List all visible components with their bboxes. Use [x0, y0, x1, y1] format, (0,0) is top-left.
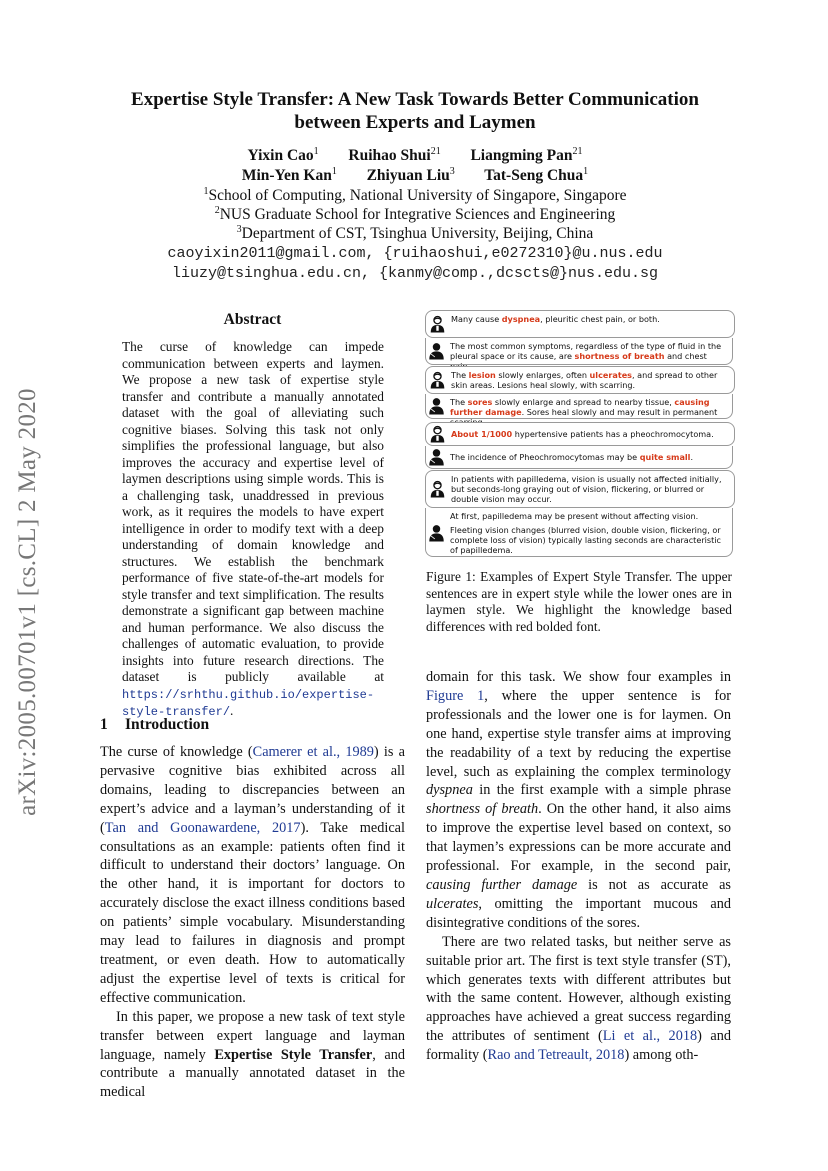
author-name: Tat-Seng Chua	[484, 167, 584, 185]
author-affiliation-mark: 1	[583, 166, 589, 177]
doctor-icon	[429, 315, 446, 333]
affiliation-text: School of Computing, National University of Singapore, Singapore	[208, 187, 627, 205]
section-number: 1	[100, 716, 108, 733]
expert-sentence-box	[425, 470, 735, 508]
author-emails-line1: caoyixin2011@gmail.com, {ruihaoshui,e0272310}@u.nus.edu	[167, 245, 663, 262]
sentence-text: At first, papilledema may be present without affecting vision.	[450, 511, 699, 521]
intro-paragraph-2	[100, 1008, 405, 1103]
paragraph-text: in the first example with a simple phrase	[472, 782, 731, 799]
authors-row-2	[60, 166, 770, 185]
sentence-text: The	[450, 397, 468, 407]
expert-sentence	[451, 314, 729, 324]
sentence-text: The	[451, 370, 469, 380]
affiliation-mark: 3	[236, 224, 242, 235]
sentence-text: .	[690, 452, 694, 462]
citation-link[interactable]: Camerer et al., 1989	[252, 744, 374, 760]
sentence-text: In patients with papilledema, vision is usually not affected initially, but seconds-long graying out of vision, flickering, or blurred or double vision may occur.	[451, 474, 722, 504]
expert-sentence-box	[425, 422, 735, 446]
highlighted-term: About 1/1000	[451, 429, 513, 439]
affiliation-mark: 1	[203, 186, 209, 197]
abstract-end: .	[230, 703, 234, 718]
pair-outline	[425, 446, 733, 469]
paper-title-line1: Expertise Style Transfer: A New Task Towards Better Communication	[131, 89, 699, 110]
affiliation	[60, 224, 770, 243]
author-affiliation-mark: 1	[313, 146, 319, 157]
sentence-text: slowly enlarge and spread to nearby tissue,	[492, 397, 675, 407]
author-name: Min-Yen Kan	[241, 167, 332, 185]
author-emails-line2: liuzy@tsinghua.edu.cn, {kanmy@comp.,dcscts@}nus.edu.sg	[171, 265, 659, 282]
paragraph-text: domain for this task. We show four examples in	[426, 669, 731, 685]
sentence-text: slowly enlarges, often	[495, 370, 590, 380]
sentence-text: , pleuritic chest pain, or both.	[540, 314, 660, 324]
paragraph-text: ) among oth-	[624, 1047, 699, 1064]
doctor-icon	[429, 425, 446, 443]
highlighted-term: quite small	[639, 452, 691, 462]
highlighted-term: ulcerates	[589, 370, 632, 380]
author-affiliation-mark: 21	[572, 146, 583, 157]
emphasized-text: causing further damage	[426, 876, 578, 893]
author-affiliation-mark: 21	[430, 146, 441, 157]
dataset-url-link[interactable]: https://srhthu.github.io/expertise-style-transfer/	[122, 687, 375, 719]
expert-sentence	[451, 429, 729, 439]
sentence-text: hypertensive patients has a pheochromocytoma.	[512, 429, 714, 439]
author-name: Liangming Pan	[470, 147, 573, 165]
sentence-text: The most common symptoms, regardless of the type of fluid in the pleural space or its cause, are	[450, 341, 722, 361]
citation-link[interactable]: Tan and Goonawardene, 2017	[104, 819, 301, 836]
bold-text: Expertise Style Transfer	[214, 1046, 373, 1063]
citation-link[interactable]: Rao and Tetreault, 2018	[487, 1047, 625, 1064]
authors-row-1	[60, 146, 770, 165]
emphasized-text: dyspnea	[426, 782, 473, 799]
intro-left-column	[100, 743, 405, 1102]
highlighted-term: lesion	[468, 370, 496, 380]
section-title: Introduction	[125, 716, 210, 733]
paragraph-text: In this paper, we propose a new task of text style transfer between expert language and layman language, namely	[100, 1008, 405, 1063]
paragraph-text: ). Take medical consultations as an example: patients often find it difficult to understand their doctors’ language. On the other hand, it is important for doctors to accurately disclose the exact illness conditions based on patients’ simple vocabulary. Misunderstanding may lead to failures in diagnosis and prompt treatment, or even death. How to automatically adjust the expertise level of texts is critical for effective communication.	[100, 819, 405, 1006]
expert-sentence	[451, 474, 729, 504]
author-affiliation-mark: 3	[449, 166, 455, 177]
author-name: Yixin Cao	[247, 147, 314, 165]
affiliation	[60, 205, 770, 224]
author-affiliation-mark: 1	[331, 166, 337, 177]
abstract-body	[122, 339, 384, 721]
sentence-text: Many cause	[451, 314, 502, 324]
paragraph-text: ) is a pervasive cognitive bias exhibited across all domains, leading to discrepancies between an expert’s advice and a layman’s understanding of it (	[100, 744, 405, 836]
arxiv-watermark-text: arXiv:2005.00701v1 [cs.CL] 2 May 2020	[14, 388, 41, 816]
expert-sentence	[451, 370, 729, 390]
emphasized-text: shortness of breath	[426, 801, 539, 818]
paragraph-text: There are two related tasks, but neither serve as suitable prior art. The first is text style transfer (ST), which generates texts with different attributes but with the same content. However, although existing approaches have achieved a great success regarding the attributes of sentiment (	[426, 933, 731, 1045]
paragraph-text: , where the upper sentence is for professionals and the lower one is for laymen. On one hand, expertise style transfer aims at improving the readability of a text by reducing the expertise level, such as explaining the complex terminology	[426, 687, 731, 780]
pair-outline	[425, 508, 733, 557]
highlighted-term: causing further damage	[450, 397, 710, 417]
section-heading-introduction	[100, 716, 209, 734]
author-name: Ruihao Shui	[348, 147, 431, 165]
affiliation-text: NUS Graduate School for Integrative Sciences and Engineering	[219, 206, 616, 224]
expert-sentence-box	[425, 366, 735, 394]
doctor-icon	[429, 480, 446, 498]
arxiv-watermark	[6, 362, 50, 842]
author-name: Zhiyuan Liu	[366, 167, 450, 185]
sentence-text: Fleeting vision changes (blurred vision, double vision, flickering, or complete loss of vision) typically lasting seconds are characteristic of papilledema.	[450, 525, 721, 555]
sentence-text: . Sores heal slowly and may result in permanent	[521, 407, 718, 417]
paragraph-text: , and contribute a manually annotated dataset in the medical	[100, 1046, 405, 1101]
intro-paragraph-3	[426, 668, 731, 933]
affiliation-mark: 2	[214, 205, 220, 216]
paragraph-text: is not as accurate as	[577, 876, 731, 893]
highlighted-term: sores	[467, 397, 493, 407]
sentence-text: and chest	[667, 351, 707, 361]
figure-1	[425, 310, 733, 554]
paper-title	[60, 88, 770, 134]
citation-link[interactable]: Figure 1	[426, 687, 485, 704]
intro-right-column	[426, 668, 731, 1065]
abstract-text: The curse of knowledge can impede communication between experts and laymen. We propose a new task of expertise style transfer and contribute a manually annotated dataset with the goal of alleviating such cognitive biases. Solving this task not only simplifies the professional language, but also improves the accuracy and expertise level of laymen descriptions using simple words. This is a challenging task, unaddressed in previous work, as it requires the models to have expert intelligence in order to modify text with a deep understanding of domain knowledge and structures. We establish the benchmark performance of five state-of-the-art models for style transfer and text simplification. The results demonstrate a significant gap between machine and human performance. We also discuss the challenges of automatic evaluation, to provide insights into future research directions. The dataset is publicly available at	[122, 339, 384, 684]
pair-outline	[425, 394, 733, 419]
figure-1-caption: Figure 1: Examples of Expert Style Transfer. The upper sentences are in expert style while the lower ones are in laymen style. We highlight the knowledge based differences with red bolded font.	[426, 569, 732, 634]
intro-paragraph-1	[100, 743, 405, 1008]
emphasized-text: ulcerates	[426, 895, 479, 912]
citation-link[interactable]: Li et al., 2018	[602, 1028, 698, 1045]
paragraph-text: ) and formality (	[426, 1028, 731, 1064]
intro-paragraph-4	[426, 933, 731, 1065]
sentence-text: The incidence of Pheochromocytomas may be	[450, 452, 640, 462]
affiliation-text: Department of CST, Tsinghua University, Beijing, China	[241, 225, 594, 243]
highlighted-term: shortness of breath	[574, 351, 665, 361]
doctor-icon	[429, 371, 446, 389]
paragraph-text: , omitting the important mucous and disintegrative conditions of the sores.	[426, 895, 731, 931]
highlighted-term: dyspnea	[501, 314, 541, 324]
affiliation	[60, 186, 770, 205]
paragraph-text: . On the other hand, it also aims to improve the expertise level based on context, so that laymen’s expressions can be more accurate and professional. For example, in the second pair,	[426, 801, 731, 875]
abstract-heading: Abstract	[223, 311, 282, 328]
paragraph-text: The curse of knowledge (	[100, 744, 253, 760]
expert-sentence-box	[425, 310, 735, 338]
sentence-text: , and spread to other skin areas. Lesions heal slowly, with scarring.	[451, 370, 718, 390]
paper-title-line2: between Experts and Laymen	[294, 112, 536, 133]
pair-outline	[425, 338, 733, 365]
